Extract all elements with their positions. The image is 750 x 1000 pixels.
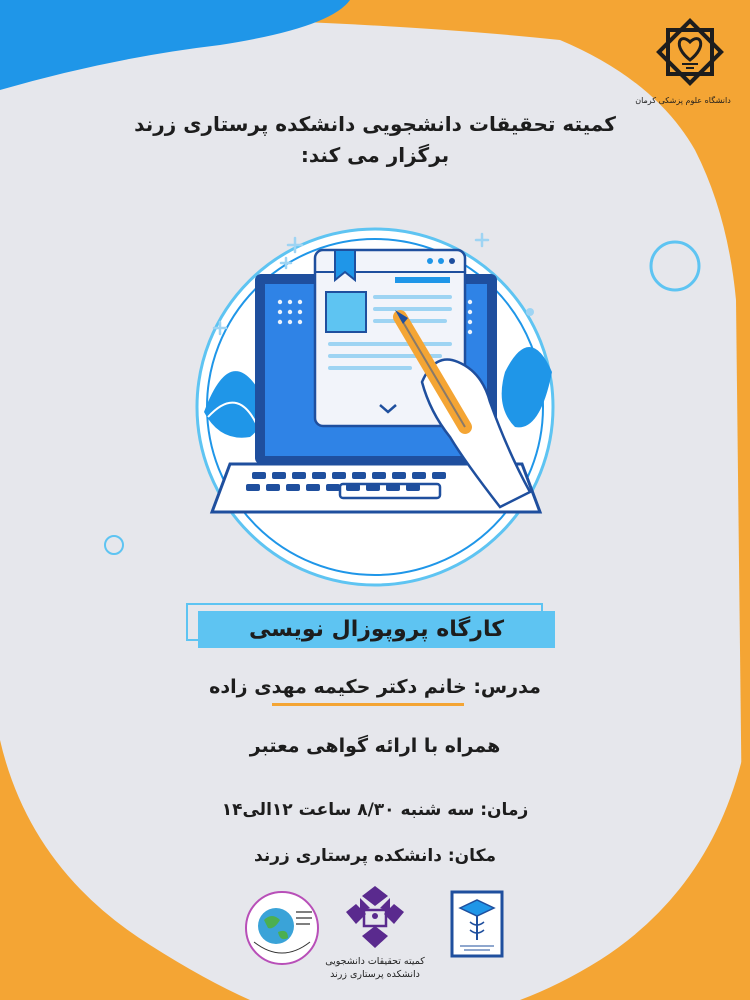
committee-logo-caption [300,955,450,981]
header-announce: برگزار می کند: [300,143,450,167]
university-logo [650,12,730,92]
place-line: مکان: دانشکده پرستاری زرند [254,846,496,866]
laptop-illustration [190,222,560,592]
teacher-underline [272,703,464,706]
certificate-line: همراه با ارائه گواهی معتبر [249,735,501,757]
university-name: دانشگاه علوم پزشکی کرمان [635,96,731,105]
student-research-committee-logo [340,882,410,952]
committee-caption-text: کمیته تحقیقات دانشجویی دانشکده پرستاری زرند [325,956,425,980]
workshop-title: کارگاه پروپوزال نویسی [248,617,504,642]
teacher-line: مدرس: خانم دکتر حکیمه مهدی زاده [209,676,541,698]
nursing-faculty-logo [450,890,504,958]
time-line: زمان: سه شنبه ۸/۳۰ ساعت ۱۲الی۱۴ [221,800,529,820]
header-organizer: کمیته تحقیقات دانشجویی دانشکده پرستاری زرند [134,112,616,136]
